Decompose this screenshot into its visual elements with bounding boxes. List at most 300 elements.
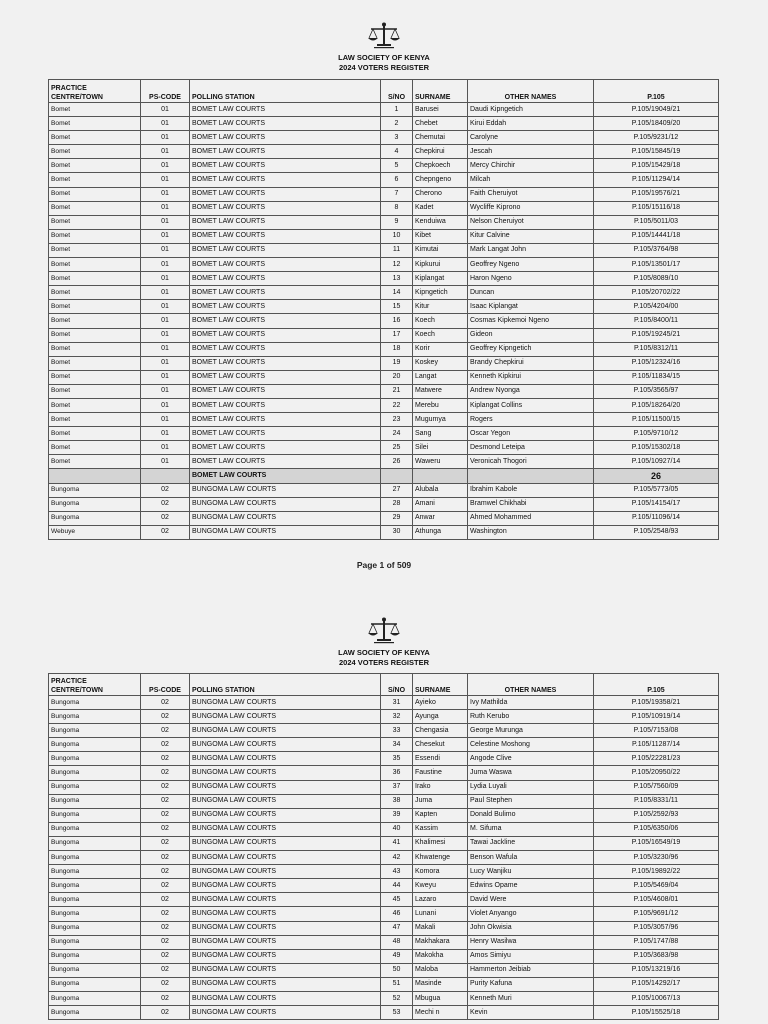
col-town-header: PRACTICE CENTRE/TOWN	[49, 80, 141, 103]
cell-surname: Masinde	[413, 977, 468, 991]
table-header-row	[49, 80, 719, 103]
table-row	[49, 921, 719, 935]
voters-register-table	[48, 79, 719, 540]
table-row	[49, 286, 719, 300]
cell-station: BUNGOMA LAW COURTS	[190, 907, 381, 921]
cell-town: Bomet	[49, 258, 141, 272]
cell-town: Bomet	[49, 286, 141, 300]
cell-pscode: 01	[141, 159, 190, 173]
cell-station: BOMET LAW COURTS	[190, 103, 381, 117]
cell-surname: Mugumya	[413, 413, 468, 427]
cell-sno: 21	[381, 384, 413, 398]
cell-surname: Koech	[413, 314, 468, 328]
cell-surname: Ayieko	[413, 696, 468, 710]
cell-pscode: 02	[141, 497, 190, 511]
cell-surname: Korir	[413, 342, 468, 356]
cell-station: BUNGOMA LAW COURTS	[190, 865, 381, 879]
cell-p105: P.105/5773/05	[594, 483, 719, 497]
table-row	[49, 384, 719, 398]
cell-town: Bungoma	[49, 724, 141, 738]
cell-p105: P.105/3057/96	[594, 921, 719, 935]
cell-pscode: 01	[141, 328, 190, 342]
cell-surname: Chengasia	[413, 724, 468, 738]
cell-town: Bomet	[49, 441, 141, 455]
cell-station: BUNGOMA LAW COURTS	[190, 1006, 381, 1020]
cell-other-names: Andrew Nyonga	[468, 384, 594, 398]
cell-other-names: Haron Ngeno	[468, 272, 594, 286]
cell-pscode: 01	[141, 286, 190, 300]
cell-pscode: 01	[141, 258, 190, 272]
cell-sno: 16	[381, 314, 413, 328]
table-row	[49, 413, 719, 427]
register-title: 2024 VOTERS REGISTER	[338, 658, 430, 667]
table-row	[49, 851, 719, 865]
cell-sno: 50	[381, 963, 413, 977]
cell-other-names: Mark Langat John	[468, 243, 594, 257]
cell-surname: Alubala	[413, 483, 468, 497]
cell-other-names: Donald Bulimo	[468, 808, 594, 822]
cell-town: Bungoma	[49, 794, 141, 808]
cell-town: Bomet	[49, 356, 141, 370]
cell-p105: P.105/16549/19	[594, 836, 719, 850]
cell-sno: 24	[381, 427, 413, 441]
cell-other-names: Juma Waswa	[468, 766, 594, 780]
cell-town: Bungoma	[49, 822, 141, 836]
cell-surname: Koech	[413, 328, 468, 342]
subtotal-station: BOMET LAW COURTS	[190, 469, 381, 483]
cell-surname: Maloba	[413, 963, 468, 977]
cell-town: Bomet	[49, 117, 141, 131]
cell-p105: P.105/3683/98	[594, 949, 719, 963]
cell-surname: Waweru	[413, 455, 468, 469]
cell-station: BUNGOMA LAW COURTS	[190, 780, 381, 794]
cell-sno: 29	[381, 511, 413, 525]
cell-sno: 5	[381, 159, 413, 173]
cell-town: Bomet	[49, 187, 141, 201]
cell-other-names: Daudi Kipngetich	[468, 103, 594, 117]
cell-town: Bungoma	[49, 963, 141, 977]
cell-surname: Chepngeno	[413, 173, 468, 187]
table-row	[49, 977, 719, 991]
table-row	[49, 511, 719, 525]
cell-sno: 11	[381, 243, 413, 257]
cell-p105: P.105/19049/21	[594, 103, 719, 117]
cell-station: BOMET LAW COURTS	[190, 229, 381, 243]
cell-pscode: 01	[141, 229, 190, 243]
cell-town: Bungoma	[49, 907, 141, 921]
cell-surname: Mbugua	[413, 991, 468, 1005]
cell-p105: P.105/20702/22	[594, 286, 719, 300]
cell-surname: Khalimesi	[413, 836, 468, 850]
cell-town: Bomet	[49, 413, 141, 427]
cell-town: Bomet	[49, 229, 141, 243]
cell-surname: Amani	[413, 497, 468, 511]
cell-surname: Koskey	[413, 356, 468, 370]
cell-town: Bomet	[49, 201, 141, 215]
cell-p105: P.105/11287/14	[594, 738, 719, 752]
table-row	[49, 879, 719, 893]
cell-station: BUNGOMA LAW COURTS	[190, 836, 381, 850]
cell-sno: 48	[381, 935, 413, 949]
cell-town: Bomet	[49, 384, 141, 398]
cell-pscode: 01	[141, 384, 190, 398]
table-row	[49, 710, 719, 724]
cell-pscode: 02	[141, 794, 190, 808]
cell-p105: P.105/5469/04	[594, 879, 719, 893]
cell-other-names: Brandy Chepkirui	[468, 356, 594, 370]
cell-p105: P.105/8089/10	[594, 272, 719, 286]
cell-pscode: 02	[141, 921, 190, 935]
cell-sno: 4	[381, 145, 413, 159]
cell-other-names: Kitur Calvine	[468, 229, 594, 243]
cell-town: Bomet	[49, 103, 141, 117]
table-row	[49, 145, 719, 159]
cell-other-names: Faith Cheruiyot	[468, 187, 594, 201]
cell-p105: P.105/19576/21	[594, 187, 719, 201]
cell-station: BUNGOMA LAW COURTS	[190, 893, 381, 907]
cell-station: BOMET LAW COURTS	[190, 314, 381, 328]
cell-sno: 25	[381, 441, 413, 455]
cell-town: Bungoma	[49, 991, 141, 1005]
cell-pscode: 02	[141, 935, 190, 949]
cell-other-names: David Were	[468, 893, 594, 907]
cell-other-names: Wycliffe Kiprono	[468, 201, 594, 215]
col-p105-header: P.105	[594, 674, 719, 696]
col-station-header: POLLING STATION	[190, 674, 381, 696]
cell-sno: 40	[381, 822, 413, 836]
col-sno-header: S/NO	[381, 80, 413, 103]
cell-station: BOMET LAW COURTS	[190, 342, 381, 356]
cell-other-names: Nelson Cheruiyot	[468, 215, 594, 229]
cell-other-names: Bramwel Chikhabi	[468, 497, 594, 511]
cell-p105: P.105/13501/17	[594, 258, 719, 272]
page-number: Page 1 of 509	[356, 560, 412, 570]
cell-town: Bungoma	[49, 865, 141, 879]
table-row	[49, 865, 719, 879]
cell-surname: Sang	[413, 427, 468, 441]
cell-surname: Faustine	[413, 766, 468, 780]
table-row	[49, 342, 719, 356]
col-sno-header: S/NO	[381, 674, 413, 696]
table-row	[49, 1006, 719, 1020]
cell-station: BUNGOMA LAW COURTS	[190, 710, 381, 724]
cell-station: BOMET LAW COURTS	[190, 413, 381, 427]
org-title: LAW SOCIETY OF KENYA	[338, 648, 430, 657]
cell-surname: Lunani	[413, 907, 468, 921]
cell-surname: Chebet	[413, 117, 468, 131]
cell-other-names: Purity Kafuna	[468, 977, 594, 991]
cell-station: BUNGOMA LAW COURTS	[190, 963, 381, 977]
cell-other-names: Celestine Moshong	[468, 738, 594, 752]
cell-p105: P.105/6350/06	[594, 822, 719, 836]
cell-station: BUNGOMA LAW COURTS	[190, 949, 381, 963]
cell-sno: 9	[381, 215, 413, 229]
cell-other-names: Geoffrey Ngeno	[468, 258, 594, 272]
cell-p105: P.105/3230/96	[594, 851, 719, 865]
cell-pscode: 02	[141, 865, 190, 879]
cell-town: Bomet	[49, 455, 141, 469]
cell-other-names: Mercy Chirchir	[468, 159, 594, 173]
cell-station: BUNGOMA LAW COURTS	[190, 991, 381, 1005]
cell-town: Bungoma	[49, 766, 141, 780]
cell-other-names: Oscar Yegon	[468, 427, 594, 441]
cell-surname: Athunga	[413, 525, 468, 539]
cell-other-names: Geoffrey Kipngetich	[468, 342, 594, 356]
cell-sno: 3	[381, 131, 413, 145]
cell-pscode: 02	[141, 836, 190, 850]
org-title: LAW SOCIETY OF KENYA	[338, 53, 430, 62]
cell-town: Webuye	[49, 525, 141, 539]
cell-pscode: 02	[141, 991, 190, 1005]
table-row	[49, 173, 719, 187]
cell-other-names: Benson Wafula	[468, 851, 594, 865]
cell-town: Bomet	[49, 215, 141, 229]
col-p105-header: P.105	[594, 80, 719, 103]
table-row	[49, 836, 719, 850]
cell-other-names: Tawai Jackline	[468, 836, 594, 850]
cell-pscode: 02	[141, 808, 190, 822]
cell-pscode: 02	[141, 822, 190, 836]
cell-p105: P.105/11096/14	[594, 511, 719, 525]
col-pscode-header: PS-CODE	[141, 80, 190, 103]
cell-p105: P.105/3565/97	[594, 384, 719, 398]
cell-sno: 7	[381, 187, 413, 201]
table-row	[49, 398, 719, 412]
cell-p105: P.105/11500/15	[594, 413, 719, 427]
cell-town: Bungoma	[49, 935, 141, 949]
table-row	[49, 201, 719, 215]
cell-sno: 26	[381, 455, 413, 469]
cell-station: BUNGOMA LAW COURTS	[190, 696, 381, 710]
cell-station: BOMET LAW COURTS	[190, 356, 381, 370]
cell-town: Bomet	[49, 173, 141, 187]
cell-surname: Kassim	[413, 822, 468, 836]
cell-p105: P.105/22281/23	[594, 752, 719, 766]
cell-pscode: 02	[141, 893, 190, 907]
scales-of-justice-icon	[366, 617, 402, 647]
cell-station: BOMET LAW COURTS	[190, 187, 381, 201]
cell-town: Bomet	[49, 328, 141, 342]
cell-sno: 47	[381, 921, 413, 935]
col-pscode-header: PS-CODE	[141, 674, 190, 696]
table-row	[49, 455, 719, 469]
cell-other-names: Angode Clive	[468, 752, 594, 766]
cell-p105: P.105/2592/93	[594, 808, 719, 822]
cell-surname: Kitur	[413, 300, 468, 314]
cell-pscode: 02	[141, 879, 190, 893]
cell-sno: 34	[381, 738, 413, 752]
cell-surname: Silei	[413, 441, 468, 455]
cell-sno: 18	[381, 342, 413, 356]
cell-p105: P.105/4204/00	[594, 300, 719, 314]
cell-pscode: 01	[141, 398, 190, 412]
cell-town: Bomet	[49, 300, 141, 314]
cell-pscode: 01	[141, 356, 190, 370]
cell-town: Bungoma	[49, 780, 141, 794]
cell-station: BOMET LAW COURTS	[190, 300, 381, 314]
cell-sno: 15	[381, 300, 413, 314]
cell-pscode: 01	[141, 427, 190, 441]
cell-pscode: 01	[141, 103, 190, 117]
cell-other-names: Desmond Leteipa	[468, 441, 594, 455]
cell-p105: P.105/7560/09	[594, 780, 719, 794]
cell-surname: Mechi n	[413, 1006, 468, 1020]
table-row	[49, 991, 719, 1005]
cell-surname: Kipkurui	[413, 258, 468, 272]
register-title: 2024 VOTERS REGISTER	[338, 63, 430, 72]
cell-pscode: 01	[141, 455, 190, 469]
cell-surname: Lazaro	[413, 893, 468, 907]
cell-station: BOMET LAW COURTS	[190, 286, 381, 300]
cell-town: Bomet	[49, 131, 141, 145]
cell-p105: P.105/13219/16	[594, 963, 719, 977]
cell-other-names: Ruth Kerubo	[468, 710, 594, 724]
cell-station: BOMET LAW COURTS	[190, 384, 381, 398]
cell-sno: 37	[381, 780, 413, 794]
cell-station: BUNGOMA LAW COURTS	[190, 766, 381, 780]
table-row	[49, 893, 719, 907]
cell-p105: P.105/19358/21	[594, 696, 719, 710]
cell-station: BOMET LAW COURTS	[190, 159, 381, 173]
cell-town: Bungoma	[49, 949, 141, 963]
cell-sno: 43	[381, 865, 413, 879]
cell-pscode: 02	[141, 511, 190, 525]
table-header-row	[49, 674, 719, 696]
cell-pscode: 01	[141, 145, 190, 159]
cell-town: Bomet	[49, 342, 141, 356]
cell-station: BUNGOMA LAW COURTS	[190, 921, 381, 935]
cell-town: Bungoma	[49, 710, 141, 724]
cell-station: BOMET LAW COURTS	[190, 131, 381, 145]
table-row	[49, 724, 719, 738]
cell-p105: P.105/5011/03	[594, 215, 719, 229]
table-row	[49, 696, 719, 710]
cell-pscode: 02	[141, 738, 190, 752]
cell-sno: 53	[381, 1006, 413, 1020]
cell-p105: P.105/11834/15	[594, 370, 719, 384]
cell-other-names: Jescah	[468, 145, 594, 159]
table-row	[49, 229, 719, 243]
cell-other-names: Duncan	[468, 286, 594, 300]
cell-surname: Chemutai	[413, 131, 468, 145]
cell-town: Bomet	[49, 159, 141, 173]
table-row	[49, 766, 719, 780]
cell-pscode: 01	[141, 117, 190, 131]
cell-pscode: 01	[141, 314, 190, 328]
cell-p105: P.105/1747/88	[594, 935, 719, 949]
cell-p105: P.105/4608/01	[594, 893, 719, 907]
cell-town: Bomet	[49, 427, 141, 441]
cell-other-names: Ahmed Mohammed	[468, 511, 594, 525]
page2-rows	[49, 696, 719, 1020]
cell-station: BUNGOMA LAW COURTS	[190, 724, 381, 738]
cell-other-names: Washington	[468, 525, 594, 539]
cell-pscode: 01	[141, 131, 190, 145]
cell-station: BOMET LAW COURTS	[190, 272, 381, 286]
cell-station: BUNGOMA LAW COURTS	[190, 525, 381, 539]
cell-sno: 12	[381, 258, 413, 272]
cell-pscode: 02	[141, 525, 190, 539]
cell-p105: P.105/10919/14	[594, 710, 719, 724]
table-row	[49, 131, 719, 145]
cell-other-names: Kiplangat Collins	[468, 398, 594, 412]
cell-town: Bungoma	[49, 738, 141, 752]
cell-other-names: Milcah	[468, 173, 594, 187]
cell-station: BOMET LAW COURTS	[190, 455, 381, 469]
table-row	[49, 963, 719, 977]
table-row	[49, 117, 719, 131]
cell-sno: 19	[381, 356, 413, 370]
table-row	[49, 949, 719, 963]
cell-station: BOMET LAW COURTS	[190, 398, 381, 412]
cell-station: BOMET LAW COURTS	[190, 243, 381, 257]
cell-other-names: Veronicah Thogori	[468, 455, 594, 469]
table-row	[49, 780, 719, 794]
cell-sno: 22	[381, 398, 413, 412]
cell-town: Bungoma	[49, 808, 141, 822]
page1-rows	[49, 103, 719, 469]
cell-p105: P.105/2548/93	[594, 525, 719, 539]
cell-surname: Matwere	[413, 384, 468, 398]
cell-other-names: Rogers	[468, 413, 594, 427]
cell-surname: Langat	[413, 370, 468, 384]
cell-other-names: Carolyne	[468, 131, 594, 145]
table-row	[49, 272, 719, 286]
cell-surname: Essendi	[413, 752, 468, 766]
cell-station: BUNGOMA LAW COURTS	[190, 808, 381, 822]
cell-p105: P.105/14441/18	[594, 229, 719, 243]
cell-pscode: 02	[141, 483, 190, 497]
cell-pscode: 01	[141, 243, 190, 257]
voters-register-table	[48, 673, 719, 1020]
cell-pscode: 01	[141, 173, 190, 187]
col-station-header: POLLING STATION	[190, 80, 381, 103]
cell-station: BUNGOMA LAW COURTS	[190, 851, 381, 865]
table-row	[49, 483, 719, 497]
cell-station: BOMET LAW COURTS	[190, 328, 381, 342]
cell-pscode: 01	[141, 413, 190, 427]
table-row	[49, 794, 719, 808]
table-row	[49, 328, 719, 342]
table-row	[49, 441, 719, 455]
cell-sno: 49	[381, 949, 413, 963]
table-row	[49, 497, 719, 511]
cell-surname: Kipngetich	[413, 286, 468, 300]
cell-pscode: 02	[141, 949, 190, 963]
cell-p105: P.105/10927/14	[594, 455, 719, 469]
cell-sno: 23	[381, 413, 413, 427]
cell-surname: Chepkirui	[413, 145, 468, 159]
subtotal-row	[49, 469, 719, 483]
cell-station: BOMET LAW COURTS	[190, 215, 381, 229]
cell-sno: 8	[381, 201, 413, 215]
table-row	[49, 356, 719, 370]
cell-sno: 42	[381, 851, 413, 865]
cell-station: BUNGOMA LAW COURTS	[190, 738, 381, 752]
cell-pscode: 01	[141, 300, 190, 314]
cell-pscode: 01	[141, 370, 190, 384]
cell-surname: Komora	[413, 865, 468, 879]
cell-surname: Khwatenge	[413, 851, 468, 865]
table-row	[49, 314, 719, 328]
cell-other-names: Kirui Eddah	[468, 117, 594, 131]
cell-other-names: Ibrahim Kabole	[468, 483, 594, 497]
cell-surname: Makali	[413, 921, 468, 935]
cell-sno: 38	[381, 794, 413, 808]
col-other-header: OTHER NAMES	[468, 674, 594, 696]
cell-surname: Kapten	[413, 808, 468, 822]
cell-station: BOMET LAW COURTS	[190, 370, 381, 384]
